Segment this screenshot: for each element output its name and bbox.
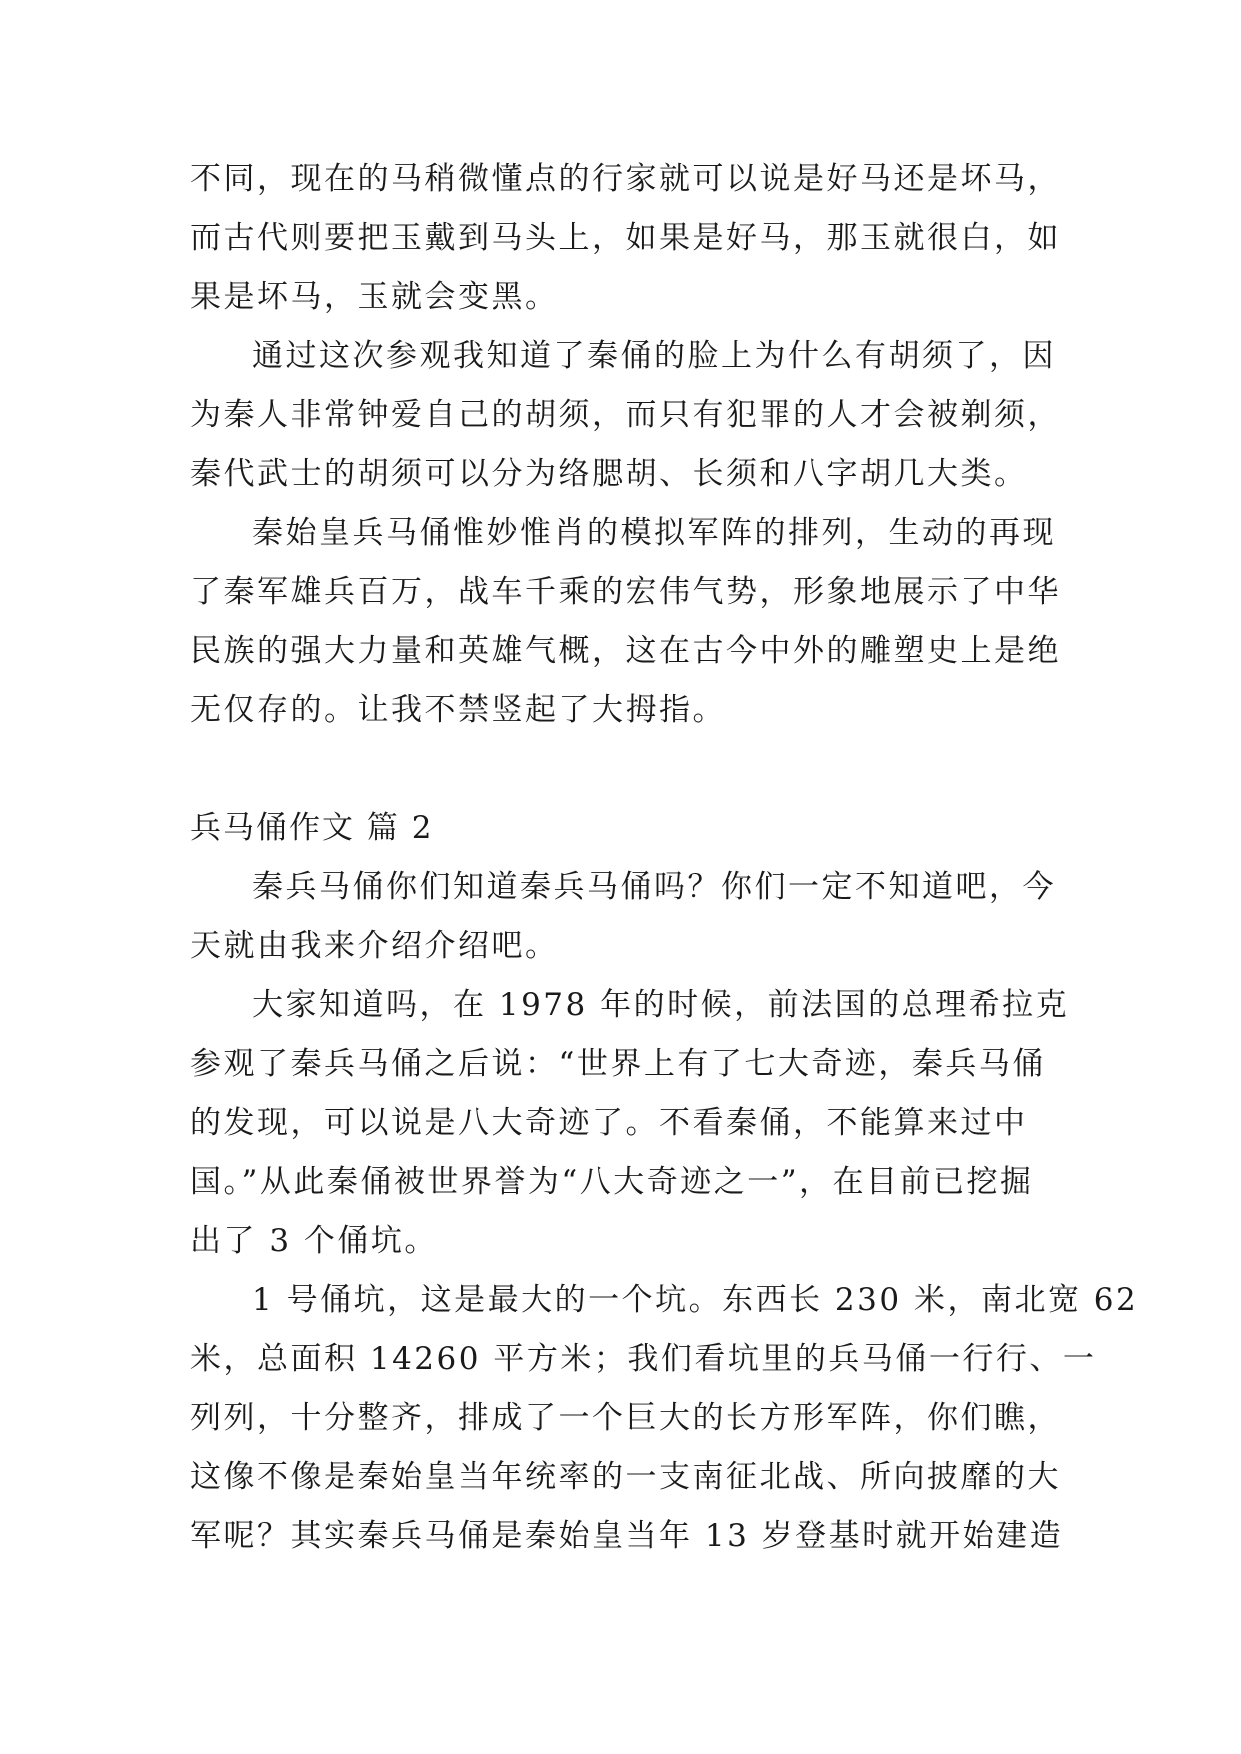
text-line: 无仅存的。让我不禁竖起了大拇指。 <box>190 692 726 728</box>
text-line: 米，总面积 14260 平方米；我们看坑里的兵马俑一行行、一 <box>190 1341 1097 1377</box>
text-line: 通过这次参观我知道了秦俑的脸上为什么有胡须了，因 <box>252 338 1056 374</box>
text-line: 而古代则要把玉戴到马头上，如果是好马，那玉就很白，如 <box>190 220 1061 256</box>
text-line: 这像不像是秦始皇当年统率的一支南征北战、所向披靡的大 <box>190 1459 1061 1495</box>
text-line: 大家知道吗，在 1978 年的时候，前法国的总理希拉克 <box>252 987 1070 1023</box>
text-line: 不同，现在的马稍微懂点的行家就可以说是好马还是坏马， <box>190 161 1061 197</box>
text-line: 军呢？其实秦兵马俑是秦始皇当年 13 岁登基时就开始建造 <box>190 1518 1064 1554</box>
text-line: 果是坏马，玉就会变黑。 <box>190 279 559 315</box>
text-line: 参观了秦兵马俑之后说：“世界上有了七大奇迹，秦兵马俑 <box>190 1046 1046 1082</box>
text-line: 为秦人非常钟爱自己的胡须，而只有犯罪的人才会被剃须， <box>190 397 1061 433</box>
text-line: 国。”从此秦俑被世界誉为“八大奇迹之一”，在目前已挖掘 <box>190 1164 1034 1200</box>
text-line: 的发现，可以说是八大奇迹了。不看秦俑，不能算来过中 <box>190 1105 1028 1141</box>
text-line: 民族的强大力量和英雄气概，这在古今中外的雕塑史上是绝 <box>190 633 1061 669</box>
text-line: 秦兵马俑你们知道秦兵马俑吗？你们一定不知道吧，今 <box>252 869 1056 905</box>
text-line: 了秦军雄兵百万，战车千乘的宏伟气势，形象地展示了中华 <box>190 574 1061 610</box>
text-line: 秦代武士的胡须可以分为络腮胡、长须和八字胡几大类。 <box>190 456 1028 492</box>
text-line: 列列，十分整齐，排成了一个巨大的长方形军阵，你们瞧， <box>190 1400 1061 1436</box>
text-line: 1 号俑坑，这是最大的一个坑。东西长 230 米，南北宽 62 <box>252 1282 1139 1318</box>
paragraph-gap <box>190 740 1071 799</box>
section-heading: 兵马俑作文 篇 2 <box>190 810 434 846</box>
text-line: 秦始皇兵马俑惟妙惟肖的模拟军阵的排列，生动的再现 <box>252 515 1056 551</box>
text-line: 天就由我来介绍介绍吧。 <box>190 928 559 964</box>
text-line: 出了 3 个俑坑。 <box>190 1223 438 1259</box>
